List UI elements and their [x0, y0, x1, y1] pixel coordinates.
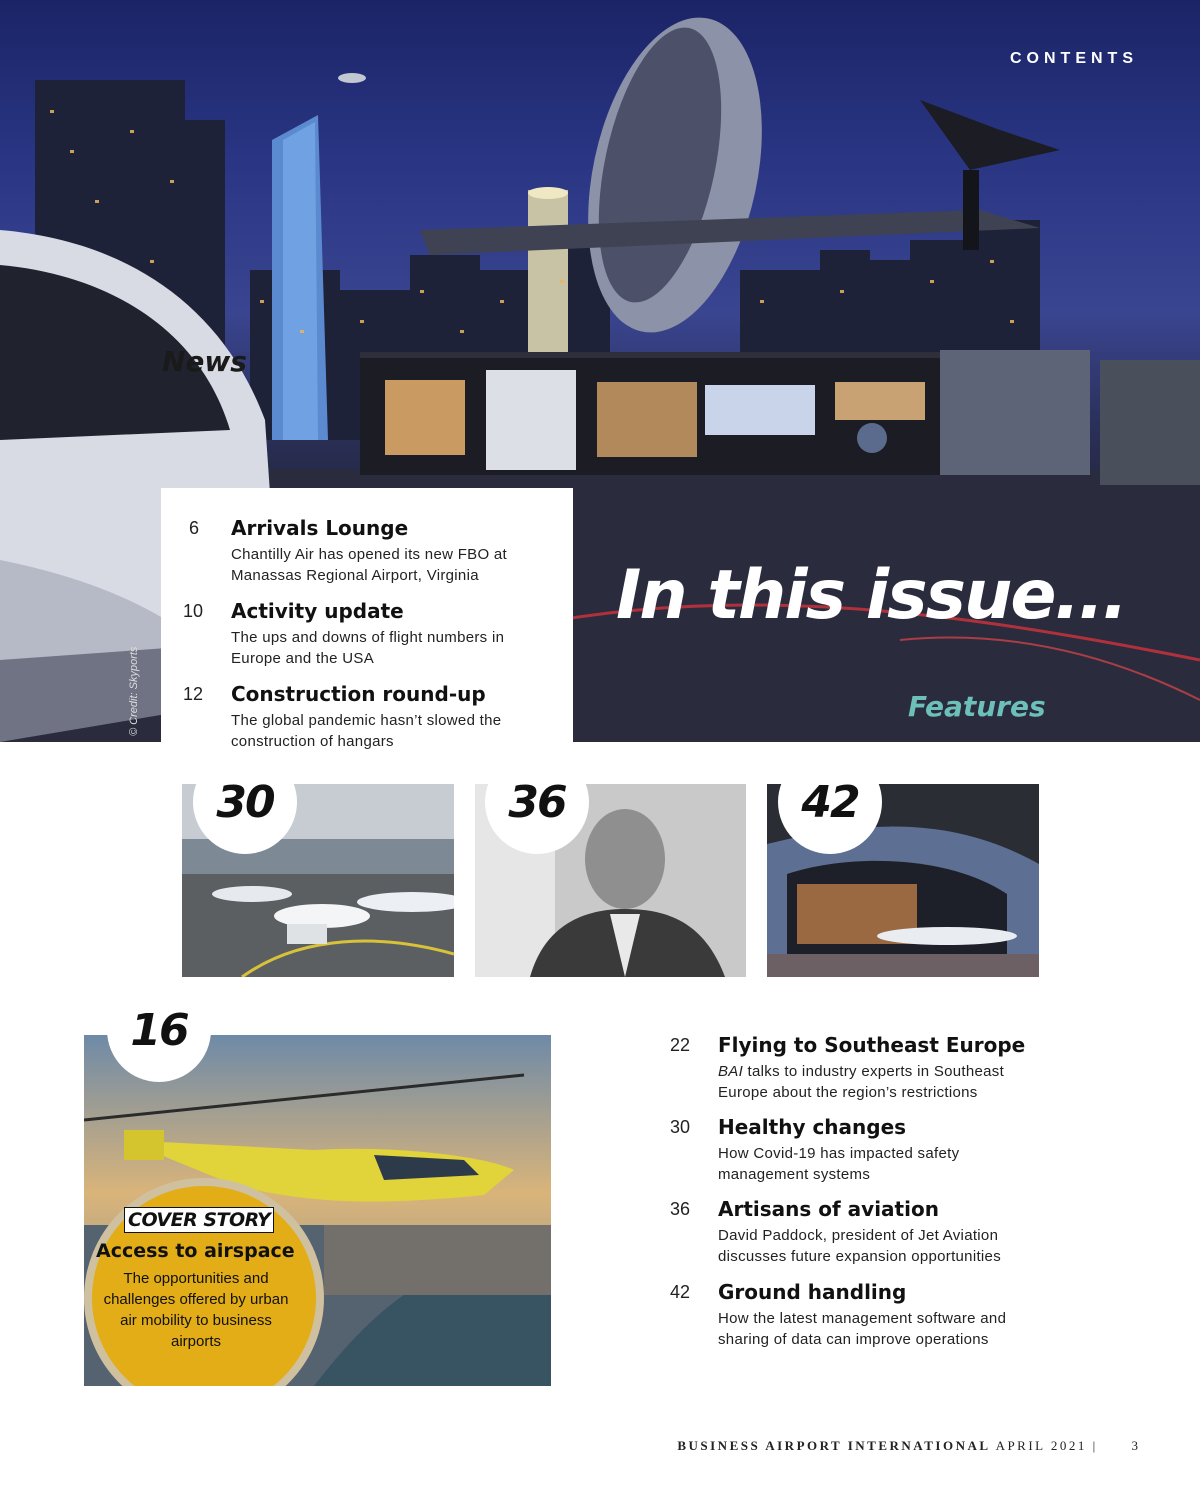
- feature-page: 30: [670, 1117, 691, 1137]
- feature-page: 42: [670, 1282, 691, 1302]
- news-title: Construction round-up: [231, 682, 486, 706]
- feature-item[interactable]: [670, 1280, 1070, 1352]
- news-title: Activity update: [231, 599, 404, 623]
- page-footer: [677, 1438, 1138, 1454]
- feature-item[interactable]: [670, 1197, 1070, 1269]
- feature-page: 22: [670, 1035, 691, 1055]
- news-title: Arrivals Lounge: [231, 516, 409, 540]
- news-page: 12: [183, 684, 204, 704]
- feature-badge: 30: [193, 750, 297, 854]
- feature-desc: How the latest management software and sharing of data can improve operations: [718, 1310, 1007, 1348]
- news-page: 6: [189, 518, 200, 538]
- feature-desc: [718, 1061, 1058, 1103]
- news-item[interactable]: [189, 516, 569, 588]
- feature-badge: 42: [778, 750, 882, 854]
- feature-title: Healthy changes: [718, 1115, 907, 1139]
- news-heading: News: [162, 345, 247, 378]
- feature-page: 36: [670, 1199, 691, 1219]
- news-list: [161, 488, 573, 758]
- news-item[interactable]: [183, 682, 569, 754]
- features-heading: Features: [908, 690, 1046, 723]
- footer-page-number: 3: [1131, 1438, 1138, 1453]
- feature-item[interactable]: [670, 1033, 1070, 1105]
- cover-story-desc: The opportunities and challenges offered by urban air mobility to business airports: [103, 1270, 289, 1350]
- feature-title: Ground handling: [718, 1280, 907, 1304]
- news-desc: Chantilly Air has opened its new FBO at Manassas Regional Airport, Virginia: [231, 546, 508, 584]
- feature-desc-text: talks to industry experts in Southeast Europe about the region’s restrictions: [718, 1063, 1005, 1101]
- cover-badge: 16: [107, 978, 211, 1082]
- feature-title: Artisans of aviation: [718, 1197, 939, 1221]
- news-desc: The global pandemic hasn’t slowed the construction of hangars: [231, 712, 502, 750]
- section-label: CONTENTS: [1010, 50, 1138, 67]
- news-page: 10: [183, 601, 204, 621]
- feature-badge: 36: [485, 750, 589, 854]
- news-item[interactable]: [183, 599, 569, 671]
- feature-desc-emphasis: BAI: [718, 1063, 744, 1080]
- news-desc: The ups and downs of flight numbers in Europe and the USA: [231, 629, 505, 667]
- feature-item[interactable]: [670, 1115, 1070, 1187]
- page-title: In this issue...: [616, 556, 1127, 635]
- feature-title: Flying to Southeast Europe: [718, 1033, 1026, 1057]
- cover-story-tag: COVER STORY: [124, 1207, 274, 1233]
- cover-story-title[interactable]: Access to airspace: [96, 1240, 295, 1262]
- feature-desc: How Covid-19 has impacted safety management systems: [718, 1145, 960, 1183]
- photo-credit: © Credit: Skyports: [128, 646, 140, 736]
- footer-issue: APRIL 2021 |: [995, 1438, 1098, 1453]
- footer-publication: BUSINESS AIRPORT INTERNATIONAL: [677, 1438, 991, 1453]
- feature-desc: David Paddock, president of Jet Aviation discusses future expansion opportunities: [718, 1227, 1001, 1265]
